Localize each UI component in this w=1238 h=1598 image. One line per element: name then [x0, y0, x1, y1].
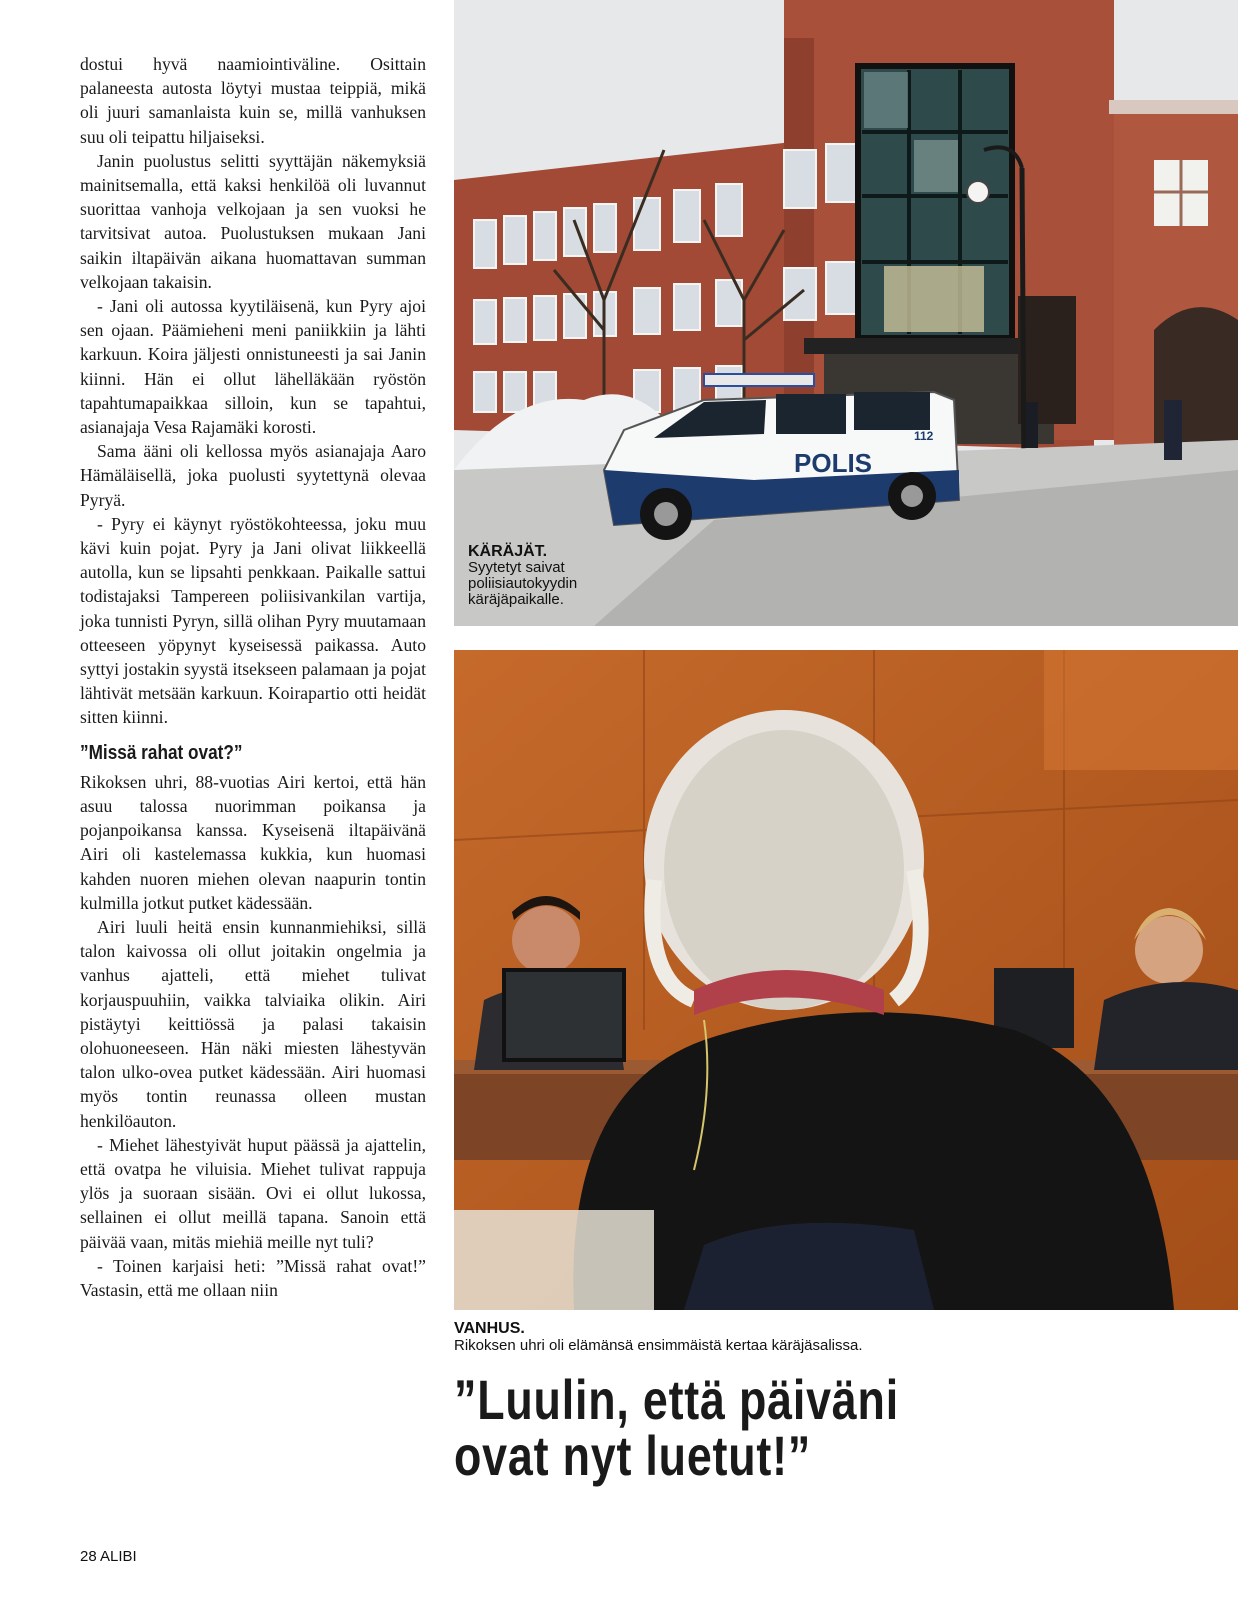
article-paragraph: - Pyry ei käynyt ryöstökohteessa, joku muu kävi kuin pojat. Pyry ja Jani olivat liikkeellä autolla, kun se lipsahti penkkaan. Paikalle sattui todistajaksi Tampereen poliisivankilan vartija, joka tunnisti Pyryn, sillä olihan Pyry muutamaan otteeseen yöpynyt kyseisessä paikassa. Auto syttyi jostakin syystä itsekseen palamaan ja pojat lähtivät metsään karkuun. Koirapartio otti heidät sitten kiinni. [80, 513, 426, 728]
pull-quote-line: ovat nyt luetut!” [454, 1424, 812, 1487]
van-number-text: 112 [914, 429, 934, 443]
courtroom-photo [454, 650, 1238, 1310]
caption-text: Rikoksen uhri oli elämänsä ensimmäistä kertaa käräjäsalissa. [454, 1337, 863, 1354]
article-paragraph: dostui hyvä naamiointiväline. Osittain palaneesta autosta löytyi mustaa teippiä, mikä oli juuri samanlaista kuin se, millä vanhuksen suu oli teipattu hiljaiseksi. [80, 54, 426, 147]
article-paragraph: Sama ääni oli kellossa myös asianajaja Aaro Hämäläisellä, joka puolusti syytettynä olevaa Pyryä. [80, 441, 426, 510]
article-paragraph: - Jani oli autossa kyytiläisenä, kun Pyry ajoi sen ojaan. Päämieheni meni paniikkiin ja lähti karkuun. Koira jäljesti onnistuneesti ja sai Janin kiinni. Hän ei ollut lähelläkään ryöstön tapahtumapaikkaa silloin, kun se tapahtui, asianajaja Vesa Rajamäki korosti. [80, 296, 426, 438]
van-polis-text: POLIS [794, 448, 873, 478]
article-paragraph: Airi luuli heitä ensin kunnanmiehiksi, sillä talon kaivossa oli ollut joitakin ongelmia ja vanhus ajatteli, että miehet tulivat korjauspuuhiin, vaikka talviaika olikin. Airi pistäytyi keittiössä ja palasi takaisin olohuoneeseen. Hän näki miesten lähestyvän talon ulko-ovea putket kädessään. Airi huomasi myös tontin reunassa olleen mustan henkilöauton. [80, 916, 426, 1131]
article-paragraph: - Toinen karjaisi heti: ”Missä rahat ovat!” Vastasin, että me ollaan niin [80, 1255, 426, 1300]
pull-quote-line: ”Luulin, että päiväni [454, 1368, 899, 1431]
article-paragraph: Rikoksen uhri, 88-vuotias Airi kertoi, että hän asuu talossa nuorimman poikansa ja pojanpoikansa kanssa. Kyseisenä iltapäivänä Airi oli kastelemassa kukkia, kun huomasi kahden nuoren miehen olevan naapurin tontin kulmilla jotkut putket kädessään. [80, 771, 426, 913]
article-column [80, 52, 426, 1302]
caption-heading: KÄRÄJÄT. [468, 543, 548, 560]
page-folio: 28 ALIBI [80, 1548, 137, 1565]
caption-text: Syytetyt saivat poliisiautokyydin käräjäpaikalle. [468, 559, 578, 608]
photo-caption [468, 544, 628, 608]
article-paragraph: Janin puolustus selitti syyttäjän näkemyksiä mainitsemalla, että kaksi henkilöä oli luvannut suorittaa vanhoja velkojaan ja sen vuoksi he tarvitsivat autoa. Puolustuksen mukaan Jani saikin iltapäivän aikana huomattavan summan velkojaan takaisin. [80, 150, 426, 292]
photo-caption [454, 1320, 1154, 1354]
courthouse-photo [454, 0, 1238, 626]
pull-quote [454, 1368, 1078, 1487]
article-subheading: ”Missä rahat ovat?” [80, 741, 243, 764]
caption-heading: VANHUS. [454, 1320, 525, 1337]
article-paragraph: - Miehet lähestyivät huput päässä ja ajattelin, että ovatpa he viluisia. Miehet tulivat rappuja ylös ja suoraan sisään. Ovi ei ollut lukossa, sellainen ei ollut meillä tapana. Sanoin että päivää vaan, mitäs miehiä meille nyt tuli? [80, 1134, 426, 1252]
